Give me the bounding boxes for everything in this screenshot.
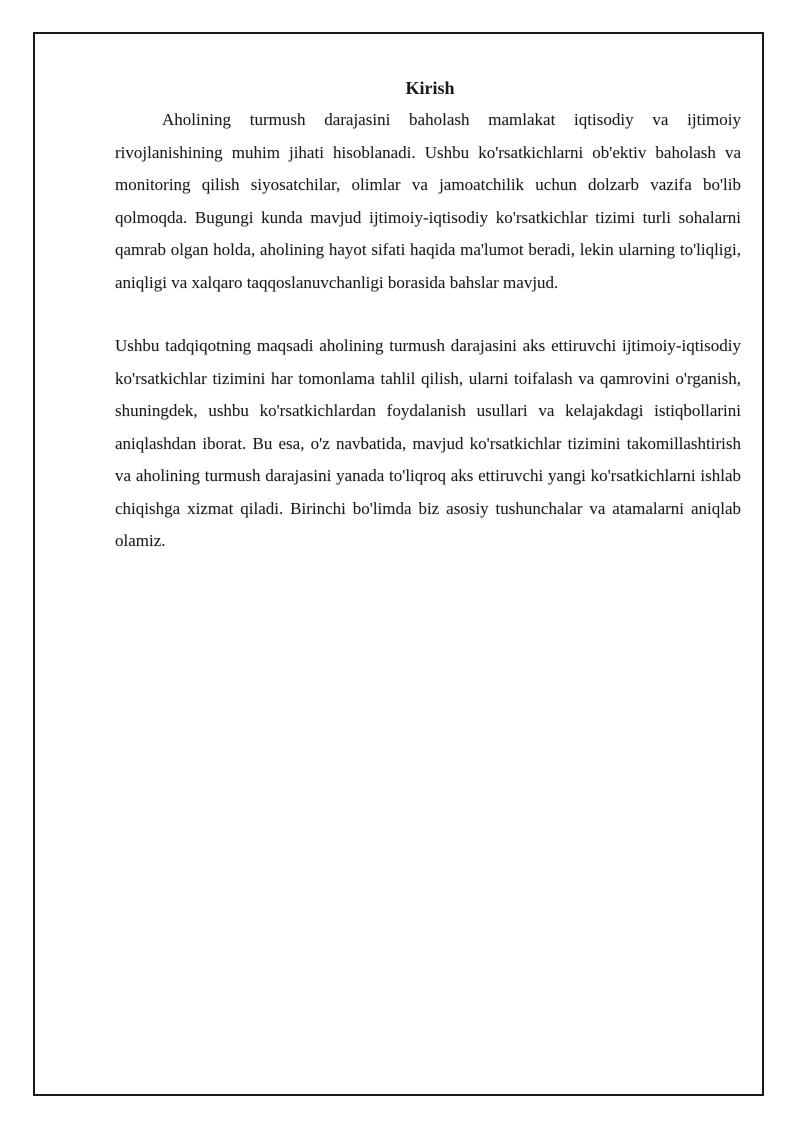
paragraph-intro: Aholining turmush darajasini baholash mamlakat iqtisodiy va ijtimoiy rivojlanishining muhim jihati hisoblanadi. Ushbu ko'rsatkichlarni ob'ektiv baholash va monitoring qilish siyosatchilar, olimlar va jamoatchilik uchun dolzarb vazifa bo'lib qolmoqda. Bugungi kunda mavjud ijtimoiy-iqtisodiy ko'rsatkichlar tizimi turli sohalarni qamrab olgan holda, aholining hayot sifati haqida ma'lumot beradi, lekin ularning to'liqligi, aniqligi va xalqaro taqqoslanuvchanligi borasida bahslar mavjud. [115, 110, 741, 292]
paragraph-purpose: Ushbu tadqiqotning maqsadi aholining turmush darajasini aks ettiruvchi ijtimoiy-iqtisodiy ko'rsatkichlar tizimini har tomonlama tahlil qilish, ularni toifalash va qamrovini o'rganish, shuningdek, ushbu ko'rsatkichlardan foydalanish usullari va kelajakdagi istiqbollarini aniqlashdan iborat. Bu esa, o'z navbatida, mavjud ko'rsatkichlar tizimini takomillashtirish va aholining turmush darajasini yanada to'liqroq aks ettiruvchi yangi ko'rsatkichlarni ishlab chiqishga xizmat qiladi. Birinchi bo'limda biz asosiy tushunchalar va atamalarni aniqlab olamiz. [115, 336, 741, 550]
document-body [115, 76, 741, 558]
section-heading: Kirish [405, 78, 455, 98]
